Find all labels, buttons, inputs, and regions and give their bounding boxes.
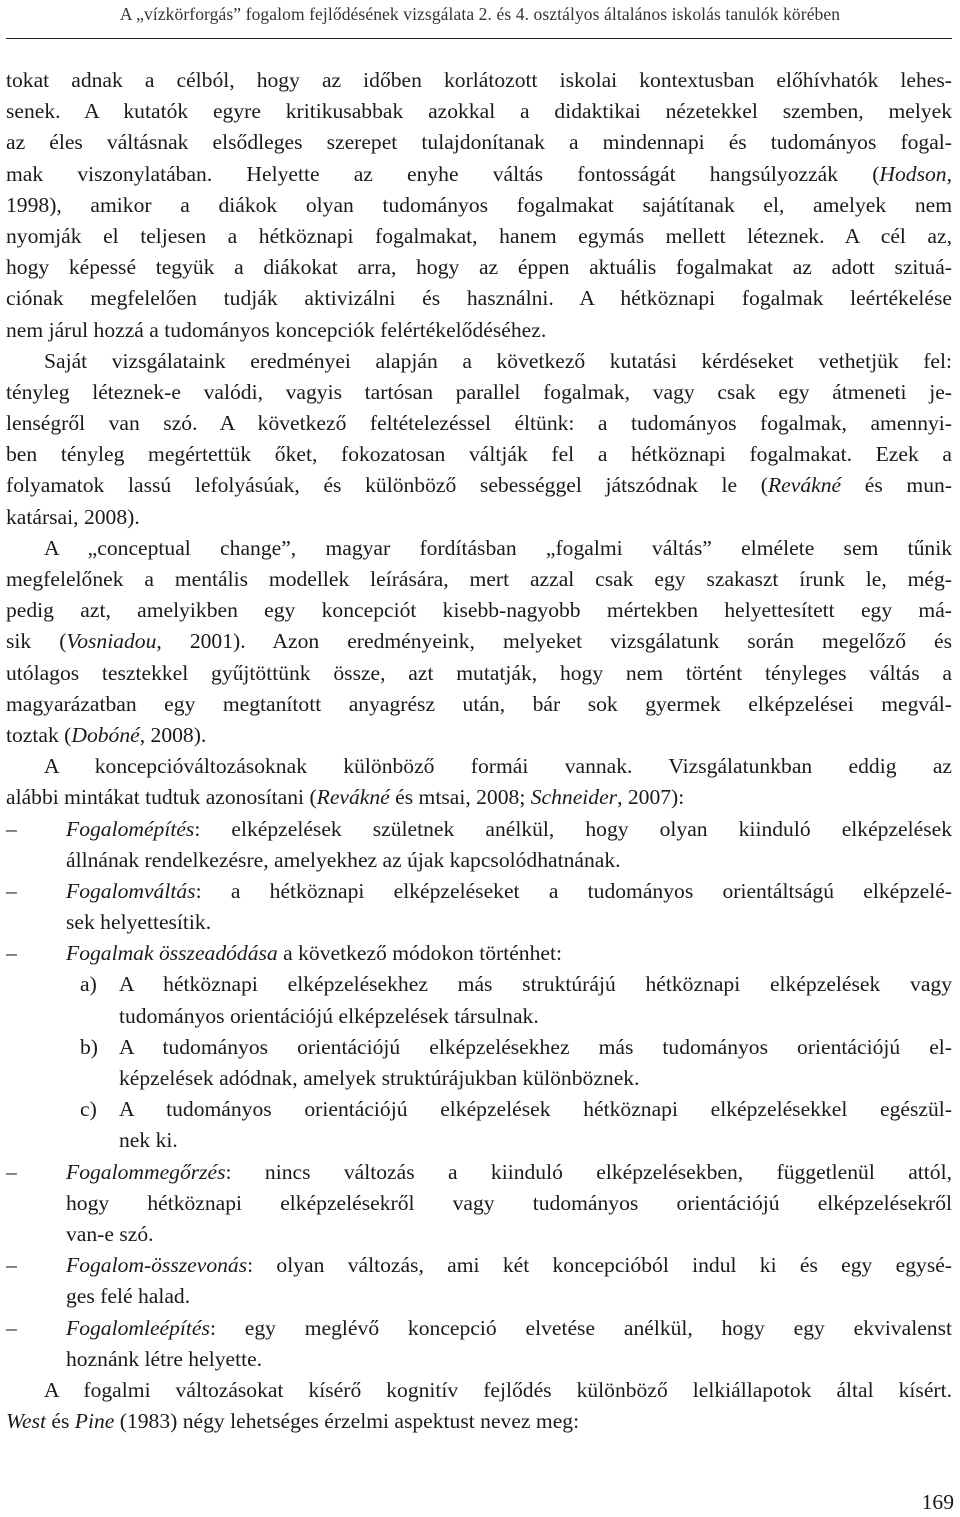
citation: West (6, 1409, 46, 1434)
text-line: nek ki. (119, 1128, 178, 1153)
text-line: tényleg léteznek-e valódi, vagyis tartósan parallel fogalmak, vagy csak egy átmeneti je- (6, 379, 952, 404)
bullet-item (6, 1250, 952, 1281)
bullet-text: Fogalomleépítés: egy meglévő koncepció elvetése anélkül, hogy egy ekvivalenst (66, 1315, 952, 1340)
text-line: ben tényleg megértettük őket, fokozatosan váltják fel a hétköznapi fogalmakat. Ezek a (6, 442, 952, 467)
dash-bullet: – (6, 1315, 17, 1340)
text-line: folyamatok lassú lefolyásúak, és különböző sebességgel játszódnak le (Revákné és mun- (6, 473, 952, 498)
enum-text: A tudományos orientációjú elképzelésekhez más tudományos orientációjú el- (119, 1034, 952, 1059)
enum-label: b) (80, 1034, 98, 1059)
text-line: senek. A kutatók egyre kritikusabbak azokkal a didaktikai nézetekkel szemben, melyek (6, 99, 952, 124)
text-line: megfelelőnek a mentális modellek leírására, mert azzal csak egy szakaszt írunk le, még- (6, 567, 952, 591)
enum-text: A hétköznapi elképzelésekhez más struktúrájú hétköznapi elképzelések vagy (119, 972, 952, 997)
bullet-text: Fogalom-összevonás: olyan változás, ami két koncepcióból indul ki és egy egysé- (66, 1253, 952, 1278)
text-line: lenségről van szó. A következő feltételezéssel éltünk: a tudományos fogalmak, amennyi- (6, 411, 952, 436)
bullet-item (6, 1313, 952, 1344)
text-line: hogy képessé tegyük a diákokat arra, hogy az éppen aktuális fogalmakat az adott szituá- (6, 255, 952, 280)
bullet-text: Fogalommegőrzés: nincs változás a kiinduló elképzelésekben, függetlenül attól, (66, 1159, 952, 1184)
dash-bullet: – (6, 941, 17, 966)
bullet-item (6, 938, 952, 969)
running-header: A „vízkörforgás” fogalom fejlődésének vizsgálata 2. és 4. osztályos általános iskolás tanulók körében (119, 4, 841, 24)
term: Fogalomleépítés (66, 1315, 210, 1340)
text-line: katársai, 2008). (6, 504, 140, 529)
enum-item (6, 1094, 952, 1125)
text-line: tokat adnak a célból, hogy az időben korlátozott iskolai kontextusban előhívhatók lehes- (6, 68, 952, 92)
citation: Vosniadou (66, 629, 157, 654)
text-line: hoznánk létre helyette. (66, 1346, 263, 1371)
dash-bullet: – (6, 816, 17, 841)
header-rule (6, 38, 952, 39)
text-line: magyarázatban egy megtanított anyagrész után, bár sok gyermek elképzelései megvál- (6, 691, 952, 716)
enum-item (6, 969, 952, 1000)
citation: Revákné (767, 473, 842, 498)
bullet-item (6, 1157, 952, 1188)
text-line: toztak (Dobóné, 2008). (6, 722, 207, 747)
text-line: hogy hétköznapi elképzelésekről vagy tudományos orientációjú elképzelésekről (66, 1190, 952, 1215)
text-line: A „conceptual change”, magyar fordításban „fogalmi váltás” elmélete sem tűnik (44, 535, 952, 560)
text-line: az éles váltásnak elsődleges szerepet tulajdonítanak a mindennapi és tudományos fogal- (6, 130, 952, 155)
bullet-item (6, 876, 952, 907)
term: Fogalommegőrzés (66, 1159, 226, 1184)
enum-text: A tudományos orientációjú elképzelések hétköznapi elképzelésekkel egészül- (119, 1097, 952, 1122)
citation: Schneider (530, 785, 618, 810)
text-line: pedig azt, amelyikben egy koncepciót kisebb-nagyobb mértekben helyettesített egy má- (6, 598, 952, 623)
citation: Revákné (316, 785, 390, 810)
text-line: van-e szó. (66, 1221, 154, 1246)
citation: Hodson (879, 161, 947, 186)
text-line: Saját vizsgálataink eredményei alapján a következő kutatási kérdéseket vethetjük fel: (44, 348, 952, 373)
text-line: West és Pine (1983) négy lehetséges érzelmi aspektust nevez meg: (6, 1409, 580, 1434)
page-number: 169 (921, 1490, 954, 1514)
term: Fogalomváltás (66, 878, 196, 903)
text-line: alábbi mintákat tudtuk azonosítani (Revákné és mtsai, 2008; Schneider, 2007): (6, 785, 685, 810)
text-line: A fogalmi változásokat kísérő kognitív fejlődés különböző lelkiállapotok által kísért. (44, 1377, 952, 1402)
text-line: sik (Vosniadou, 2001). Azon eredményeink, melyeket vizsgálatunk során megelőző és (6, 629, 952, 654)
body-text (6, 65, 952, 1437)
text-line: 1998), amikor a diákok olyan tudományos fogalmakat sajátítanak el, amelyek nem (6, 192, 952, 217)
text-line: mak viszonylatában. Helyette az enyhe váltás fontosságát hangsúlyozzák (Hodson, (6, 161, 952, 186)
bullet-text: Fogalmak összeadódása a következő módokon történhet: (66, 941, 562, 966)
text-line: A koncepcióváltozásoknak különböző formái vannak. Vizsgálatunkban eddig az (44, 754, 952, 779)
text-line: nyomják el teljesen a hétköznapi fogalmakat, hanem egymás mellett léteznek. A cél az, (6, 223, 952, 248)
text-line: ges felé halad. (66, 1284, 191, 1309)
text-line: utólagos tesztekkel gyűjtöttünk össze, azt mutatják, hogy nem történt tényleges váltás a (6, 660, 952, 685)
text-line: tudományos orientációjú elképzelések társulnak. (119, 1003, 539, 1028)
text-line: képzelések adódnak, amelyek struktúrájukban különböznek. (119, 1066, 640, 1090)
bullet-text: Fogalomváltás: a hétköznapi elképzeléseket a tudományos orientáltságú elképzelé- (66, 878, 952, 903)
citation: Dobóné (71, 722, 140, 747)
enum-label: c) (80, 1097, 97, 1122)
bullet-text: Fogalomépítés: elképzelések születnek anélkül, hogy olyan kiinduló elképzelések (66, 816, 952, 841)
dash-bullet: – (6, 1253, 17, 1278)
term: Fogalmak összeadódása (66, 941, 278, 966)
text-line: nem járul hozzá a tudományos koncepciók felértékelődéséhez. (6, 317, 547, 342)
enum-item (6, 1032, 952, 1063)
text-line: sek helyettesítik. (66, 910, 212, 935)
text-line: ciónak megfelelően tudják aktivizálni és használni. A hétköznapi fogalmak leértékelése (6, 286, 952, 311)
citation: Pine (74, 1409, 115, 1434)
dash-bullet: – (6, 878, 17, 903)
enum-label: a) (80, 972, 97, 997)
term: Fogalomépítés (66, 816, 195, 841)
dash-bullet: – (6, 1159, 17, 1184)
term: Fogalom-összevonás (66, 1253, 248, 1278)
text-line: állnának rendelkezésre, amelyekhez az újak kapcsolódhatnának. (66, 847, 621, 872)
bullet-item (6, 814, 952, 845)
